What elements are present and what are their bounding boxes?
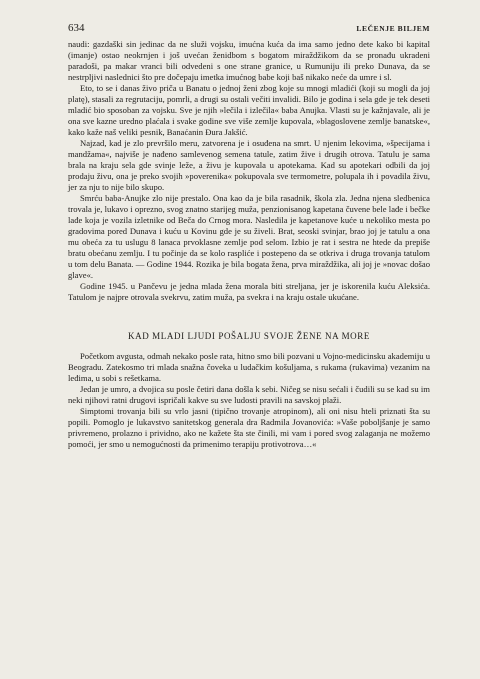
paragraph: Eto, to se i danas živo priča u Banatu o jednoj ženi zbog koje su mnogi mladići (koji su mogli da joj platę), stasali za regrutaciju, pomrli, a drugi su ostali večiti invalidi. Bilo je godina i sela gde je tek deseti mladić bio sposoban za vojsku. Sve je njih »lečila i izlečila« baba Anujka. Vlasti su je kažnjavale, ali je ona sve kazne uredno plaćala i svake godine sve više zemlje kupovala, »blagoslovene zemlje banatske«, kako kaže naš veliki pesnik, Banaćanin Đura Jakšić. <box>68 83 430 137</box>
page-number: 634 <box>68 22 85 34</box>
page-header <box>68 22 430 34</box>
paragraph: Simptomi trovanja bili su vrlo jasni (tipično trovanje atropinom), ali oni nisu hteli priznati šta su popili. Pomoglo je lukavstvo sanitetskog generala dra Radmila Jovanovića: »Vaše poboljšanje je samo privremeno, prolazno i prividno, ako ne kažete šta ste činili, mi vam i pored svog zalaganja ne možemo pomoći, jer smo u nemogućnosti da primenimo terapiju protivotrova…« <box>68 406 430 449</box>
paragraph: Smrću baba-Anujke zlo nije prestalo. Ona kao da je bila rasadnik, škola zla. Jedna njena sledbenica trovala je, lukavo i oprezno, svog znatno starijeg muža, penzionisanog kapetana čuvene bele lađe i bečke lađe koja je vozila izletnike od Beča do Crnog mora. Nasledila je kapetanove kuće u nekoliko mesta po gradovima pored Dunava i kuću u Kovinu gde je su živeli. Brat, seoski svinjar, brao joj je tatulu a ona mu obeća za tu uslugu 8 lanaca prvoklasne zemlje pod selom. Izbio je rat i sestra ne htede da prepiše bratu obećanu zemlju. I tu počinje da se kolo raspliće i postepeno da se otkriva i druga trovanja tatulom u tom delu Banata. — Godine 1944. Rozika je bila bogata žena, prva miraždžika, ali joj je »novac došao glave«. <box>68 193 430 280</box>
paragraph: Početkom avgusta, odmah nekako posle rata, hitno smo bili pozvani u Vojno-medicinsku akademiju u Beogradu. Zatekosmo tri mlada snažna čoveka u ludačkim košuljama, s rukama (rukavima) vezanim na leđima, u sobi s rešetkama. <box>68 351 430 383</box>
paragraph: Jedan je umro, a dvojica su posle četiri dana došla k sebi. Ničeg se nisu sećali i čudili su se kad su im neki njihovi ratni drugovi ispričali kakve su sve ludosti pravili na savskoj plaži. <box>68 384 430 405</box>
section-body <box>68 351 430 450</box>
running-head: LEČENJE BILJEM <box>356 24 430 33</box>
paragraph: Godine 1945. u Pančevu je jedna mlada žena morala biti streljana, jer je iskorenila kuću Aleksića. Tatulom je najpre otrovala svekrvu, zatim muža, pa svekra i na kraju ostale ukućane. <box>68 281 430 302</box>
section-title: KAD MLADI LJUDI POŠALJU SVOJE ŽENE NA MORE <box>128 331 370 341</box>
paragraph: naudi: gazdaški sin jedinac da ne služi vojsku, imućna kuća da ima samo jedno dete kako bi kapital (imanje) ostao neokrnjen i još uvećan ženidbom s bogatom miraždžikom da se pronađu ukradeni paradoši, pa makar vranci bili odvedeni s one strane granice, u Rumuniju ili preko Dunava, da se nestrpljivi naslednici što pre dočepaju imetka imućnog babe koji baš nikako neće da umre i sl. <box>68 39 430 82</box>
body-text <box>68 39 430 303</box>
paragraph: Najzad, kad je zlo prevršilo meru, zatvorena je i osuđena na smrt. U njenim lekovima, »špecijama i mandžama«, najviše je nađeno samlevenog semena tatule, zatim žive i drugih otrova. Tatulu je sama brala na kraju sela gde svinje leže, a živu je kupovala u apotekama. Kad su apotekari odbili da joj prodaju živu, ona je preko svojih »poverenika« pokupovala sve termometre, polupala ih i povadila živu, jer za nju to nije bilo skupo. <box>68 138 430 192</box>
